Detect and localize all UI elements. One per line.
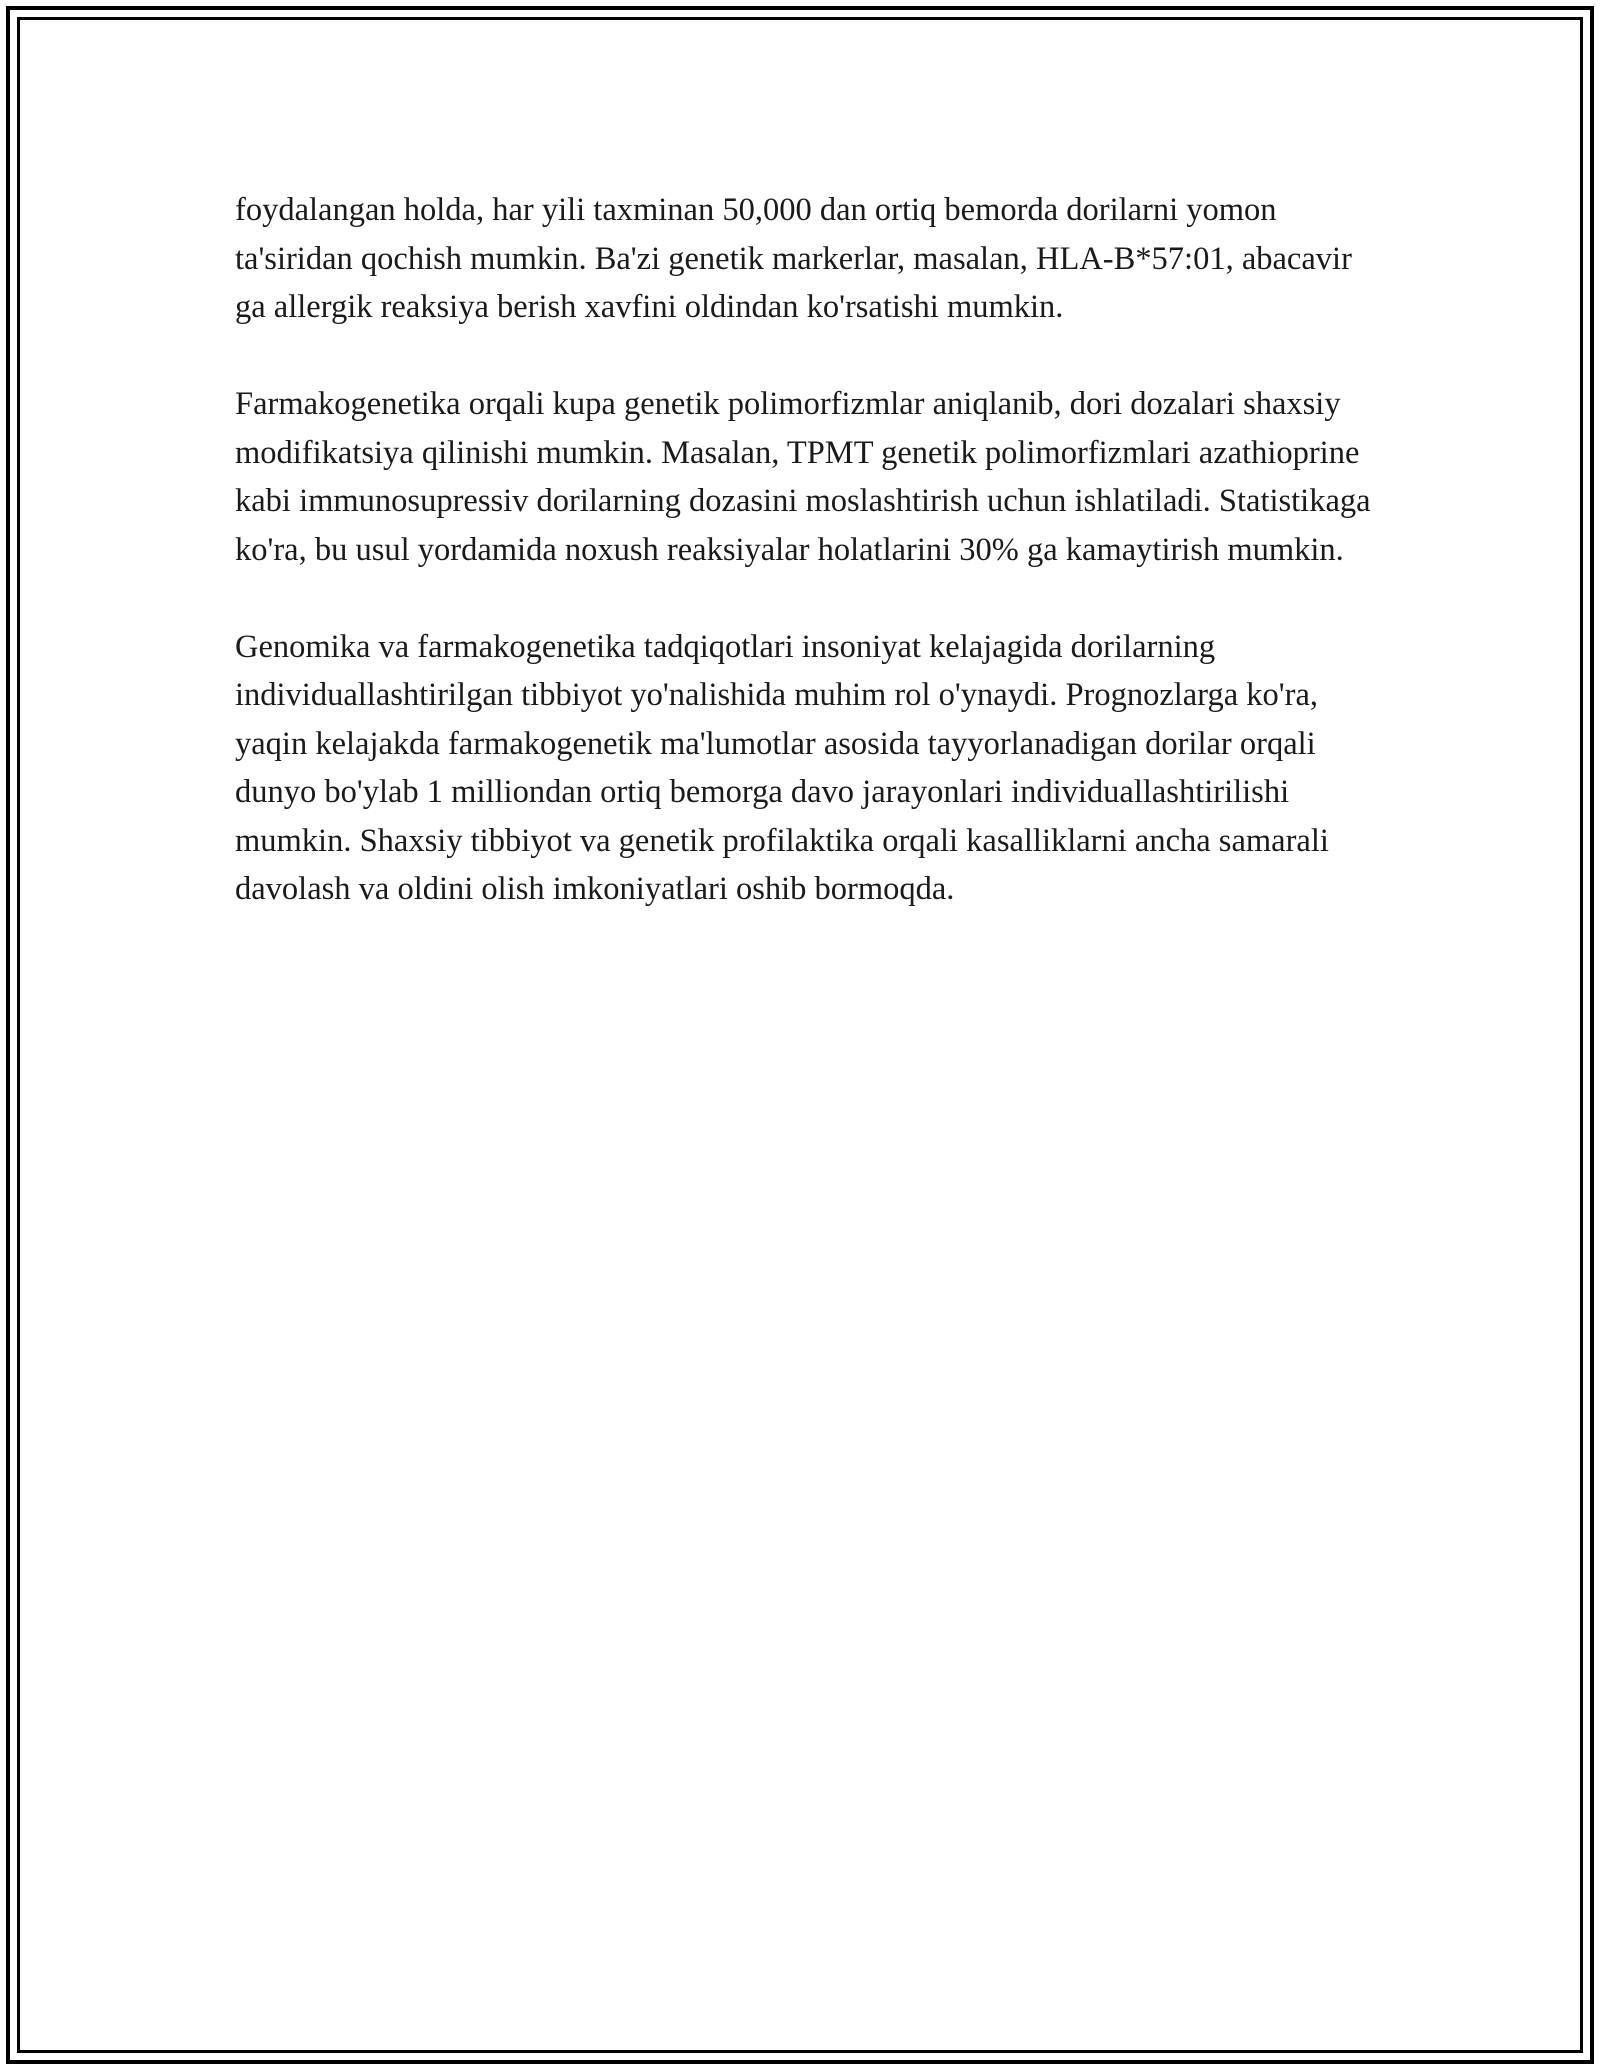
paragraph-3: Genomika va farmakogenetika tadqiqotlari insoniyat kelajagida dorilarning individuallashtirilgan tibbiyot yo'nalishida muhim rol o'ynaydi. Prognozlarga ko'ra, yaqin kelajakda farmakogenetik ma'lumotlar asosida tayyorlanadigan dorilar orqali dunyo bo'ylab 1 milliondan ortiq bemorga davo jarayonlari individuallashtirilishi mumkin. Shaxsiy tibbiyot va genetik profilaktika orqali kasalliklarni ancha samarali davolash va oldini olish imkoniyatlari oshib bormoqda. [235, 628, 1329, 907]
document-body [235, 186, 1375, 962]
paragraph-1: foydalangan holda, har yili taxminan 50,000 dan ortiq bemorda dorilarni yomon ta'siridan qochish mumkin. Ba'zi genetik markerlar, masalan, HLA-B*57:01, abacavir ga allergik reaksiya berish xavfini oldindan ko'rsatishi mumkin. [235, 192, 1352, 325]
paragraph-2: Farmakogenetika orqali kupa genetik polimorfizmlar aniqlanib, dori dozalari shaxsiy modifikatsiya qilinishi mumkin. Masalan, TPMT genetik polimorfizmlari azathioprine kabi immunosupressiv dorilarning dozasini moslashtirish uchun ishlatiladi. Statistikaga ko'ra, bu usul yordamida noxush reaksiyalar holatlarini 30% ga kamaytirish mumkin. [235, 386, 1371, 568]
